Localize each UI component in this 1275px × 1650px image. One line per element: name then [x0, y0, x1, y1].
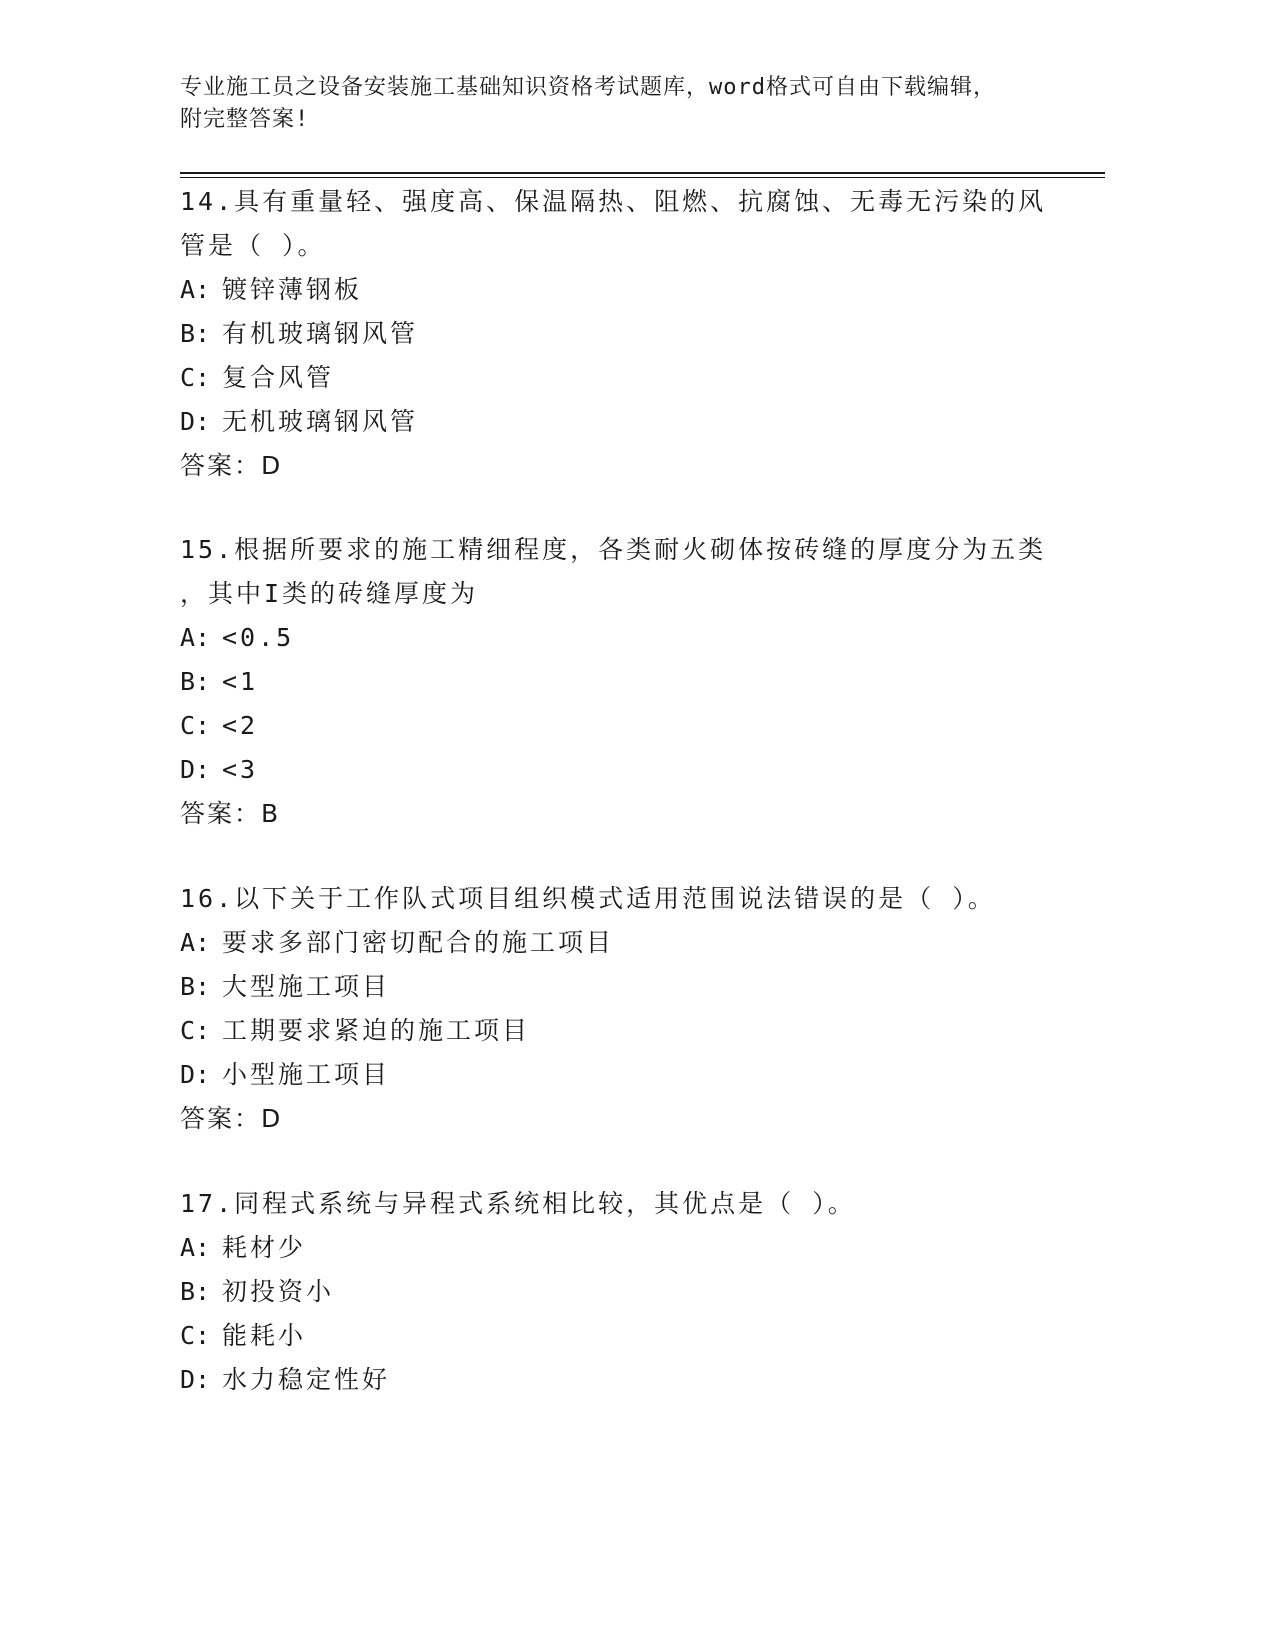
- option-key: D:: [180, 1365, 211, 1394]
- option-text: 无机玻璃钢风管: [222, 407, 419, 436]
- option-key: A:: [180, 623, 211, 652]
- question-16: [180, 877, 1080, 1141]
- option-b: [180, 660, 1080, 704]
- option-key: C:: [180, 711, 211, 740]
- option-a: [180, 921, 1080, 965]
- header-divider-thin: [180, 177, 1105, 178]
- option-a: [180, 616, 1080, 660]
- question-stem-line: 14.具有重量轻、强度高、保温隔热、阻燃、抗腐蚀、无毒无污染的风: [180, 187, 1047, 216]
- option-d: [180, 400, 1080, 444]
- option-text: 有机玻璃钢风管: [222, 319, 419, 348]
- option-c: [180, 1009, 1080, 1053]
- option-text: 耗材少: [222, 1233, 307, 1262]
- option-d: [180, 1053, 1080, 1097]
- option-text: 能耗小: [222, 1321, 307, 1350]
- question-17: [180, 1182, 1080, 1402]
- option-key: C:: [180, 1016, 211, 1045]
- option-text: 要求多部门密切配合的施工项目: [222, 928, 615, 957]
- option-text: 小型施工项目: [222, 1060, 391, 1089]
- header-divider-thick: [180, 172, 1105, 174]
- option-text: <2: [222, 711, 259, 740]
- option-text: 初投资小: [222, 1277, 335, 1306]
- answer-line: 答案：B: [180, 799, 281, 828]
- option-text: <0.5: [222, 623, 295, 652]
- question-14: [180, 180, 1080, 488]
- option-key: B:: [180, 667, 211, 696]
- option-d: [180, 1358, 1080, 1402]
- option-d: [180, 748, 1080, 792]
- answer-line: 答案：D: [180, 1104, 283, 1133]
- option-key: B:: [180, 972, 211, 1001]
- option-key: A:: [180, 275, 211, 304]
- question-stem-line: ，其中I类的砖缝厚度为: [180, 579, 479, 608]
- option-key: D:: [180, 755, 211, 784]
- option-text: 大型施工项目: [222, 972, 391, 1001]
- option-a: [180, 1226, 1080, 1270]
- document-header: [180, 72, 1080, 136]
- option-key: C:: [180, 1321, 211, 1350]
- option-key: B:: [180, 1277, 211, 1306]
- question-15: [180, 528, 1080, 836]
- option-text: <3: [222, 755, 259, 784]
- header-line-2: 附完整答案!: [180, 107, 310, 132]
- option-text: <1: [222, 667, 259, 696]
- question-stem-line: 管是（ ）。: [180, 231, 326, 260]
- option-text: 复合风管: [222, 363, 335, 392]
- option-b: [180, 312, 1080, 356]
- option-b: [180, 965, 1080, 1009]
- header-line-1: 专业施工员之设备安装施工基础知识资格考试题库，word格式可自由下载编辑，: [180, 75, 996, 100]
- option-text: 镀锌薄钢板: [222, 275, 363, 304]
- question-stem-line: 17.同程式系统与异程式系统相比较，其优点是（ ）。: [180, 1189, 856, 1218]
- option-key: D:: [180, 1060, 211, 1089]
- option-a: [180, 268, 1080, 312]
- option-text: 水力稳定性好: [222, 1365, 391, 1394]
- option-key: A:: [180, 928, 211, 957]
- option-key: A:: [180, 1233, 211, 1262]
- answer-line: 答案：D: [180, 451, 283, 480]
- question-stem-line: 15.根据所要求的施工精细程度，各类耐火砌体按砖缝的厚度分为五类: [180, 535, 1047, 564]
- option-c: [180, 356, 1080, 400]
- option-b: [180, 1270, 1080, 1314]
- question-stem-line: 16.以下关于工作队式项目组织模式适用范围说法错误的是（ ）。: [180, 884, 996, 913]
- option-key: C:: [180, 363, 211, 392]
- option-key: B:: [180, 319, 211, 348]
- option-key: D:: [180, 407, 211, 436]
- option-c: [180, 1314, 1080, 1358]
- option-c: [180, 704, 1080, 748]
- option-text: 工期要求紧迫的施工项目: [222, 1016, 531, 1045]
